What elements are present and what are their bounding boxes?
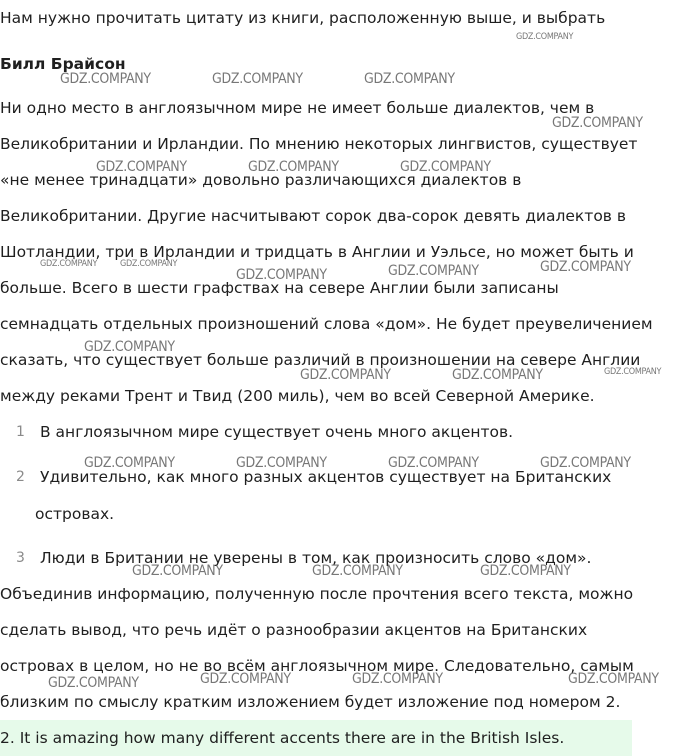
watermark: GDZ.COMPANY <box>400 159 491 175</box>
author: Билл Брайсон <box>0 55 126 73</box>
conclusion-line: близким по смыслу кратким изложением будет изложение под номером 2. <box>0 693 621 711</box>
quote-line: между реками Трент и Твид (200 миль), чем во всей Северной Америке. <box>0 387 595 405</box>
watermark: GDZ.COMPANY <box>236 267 327 283</box>
option-text-continued: островах. <box>35 505 115 523</box>
quote-line: сказать, что существует больше различий в произношении на севере Англии <box>0 351 641 369</box>
watermark: GDZ.COMPANY <box>96 159 187 175</box>
watermark: GDZ.COMPANY <box>40 259 98 269</box>
watermark: GDZ.COMPANY <box>388 263 479 279</box>
watermark: GDZ.COMPANY <box>48 675 139 691</box>
watermark: GDZ.COMPANY <box>540 455 631 471</box>
watermark: GDZ.COMPANY <box>516 32 574 42</box>
watermark: GDZ.COMPANY <box>60 71 151 87</box>
answer-text: 2. It is amazing how many different accents there are in the British Isles. <box>0 729 565 747</box>
conclusion-line: сделать вывод, что речь идёт о разнообразии акцентов на Британских <box>0 621 588 639</box>
option-text: Удивительно, как много разных акцентов существует на Британских <box>40 468 612 486</box>
quote-line: семнадцать отдельных произношений слова «дом». Не будет преувеличением <box>0 315 653 333</box>
option-number: 1 <box>16 424 25 440</box>
quote-line: Великобритании и Ирландии. По мнению некоторых лингвистов, существует <box>0 135 638 153</box>
watermark: GDZ.COMPANY <box>364 71 455 87</box>
watermark: GDZ.COMPANY <box>84 455 175 471</box>
watermark: GDZ.COMPANY <box>312 563 403 579</box>
watermark: GDZ.COMPANY <box>300 367 391 383</box>
option-number: 3 <box>16 550 25 566</box>
quote-line: больше. Всего в шести графствах на севере Англии были записаны <box>0 279 559 297</box>
conclusion-line: островах в целом, но не во всём англоязычном мире. Следовательно, самым <box>0 657 634 675</box>
watermark: GDZ.COMPANY <box>132 563 223 579</box>
quote-line: Шотландии, три в Ирландии и тридцать в Англии и Уэльсе, но может быть и <box>0 243 634 261</box>
watermark: GDZ.COMPANY <box>568 671 659 687</box>
watermark: GDZ.COMPANY <box>352 671 443 687</box>
watermark: GDZ.COMPANY <box>480 563 571 579</box>
watermark: GDZ.COMPANY <box>236 455 327 471</box>
option-number: 2 <box>16 469 25 485</box>
watermark: GDZ.COMPANY <box>84 339 175 355</box>
watermark: GDZ.COMPANY <box>248 159 339 175</box>
watermark: GDZ.COMPANY <box>388 455 479 471</box>
conclusion-line: Объединив информацию, полученную после прочтения всего текста, можно <box>0 585 634 603</box>
watermark: GDZ.COMPANY <box>212 71 303 87</box>
option-text: Люди в Британии не уверены в том, как произносить слово «дом». <box>40 549 592 567</box>
quote-line: Великобритании. Другие насчитывают сорок два-сорок девять диалектов в <box>0 207 627 225</box>
quote-line: «не менее тринадцати» довольно различающихся диалектов в <box>0 171 522 189</box>
instruction: Нам нужно прочитать цитату из книги, расположенную выше, и выбрать <box>0 9 606 27</box>
watermark: GDZ.COMPANY <box>120 259 178 269</box>
answer-box <box>0 720 632 756</box>
watermark: GDZ.COMPANY <box>604 367 662 377</box>
watermark: GDZ.COMPANY <box>452 367 543 383</box>
watermark: GDZ.COMPANY <box>200 671 291 687</box>
watermark: GDZ.COMPANY <box>540 259 631 275</box>
quote-line: Ни одно место в англоязычном мире не имеет больше диалектов, чем в <box>0 99 595 117</box>
watermark: GDZ.COMPANY <box>552 115 643 131</box>
option-text: В англоязычном мире существует очень много акцентов. <box>40 423 514 441</box>
